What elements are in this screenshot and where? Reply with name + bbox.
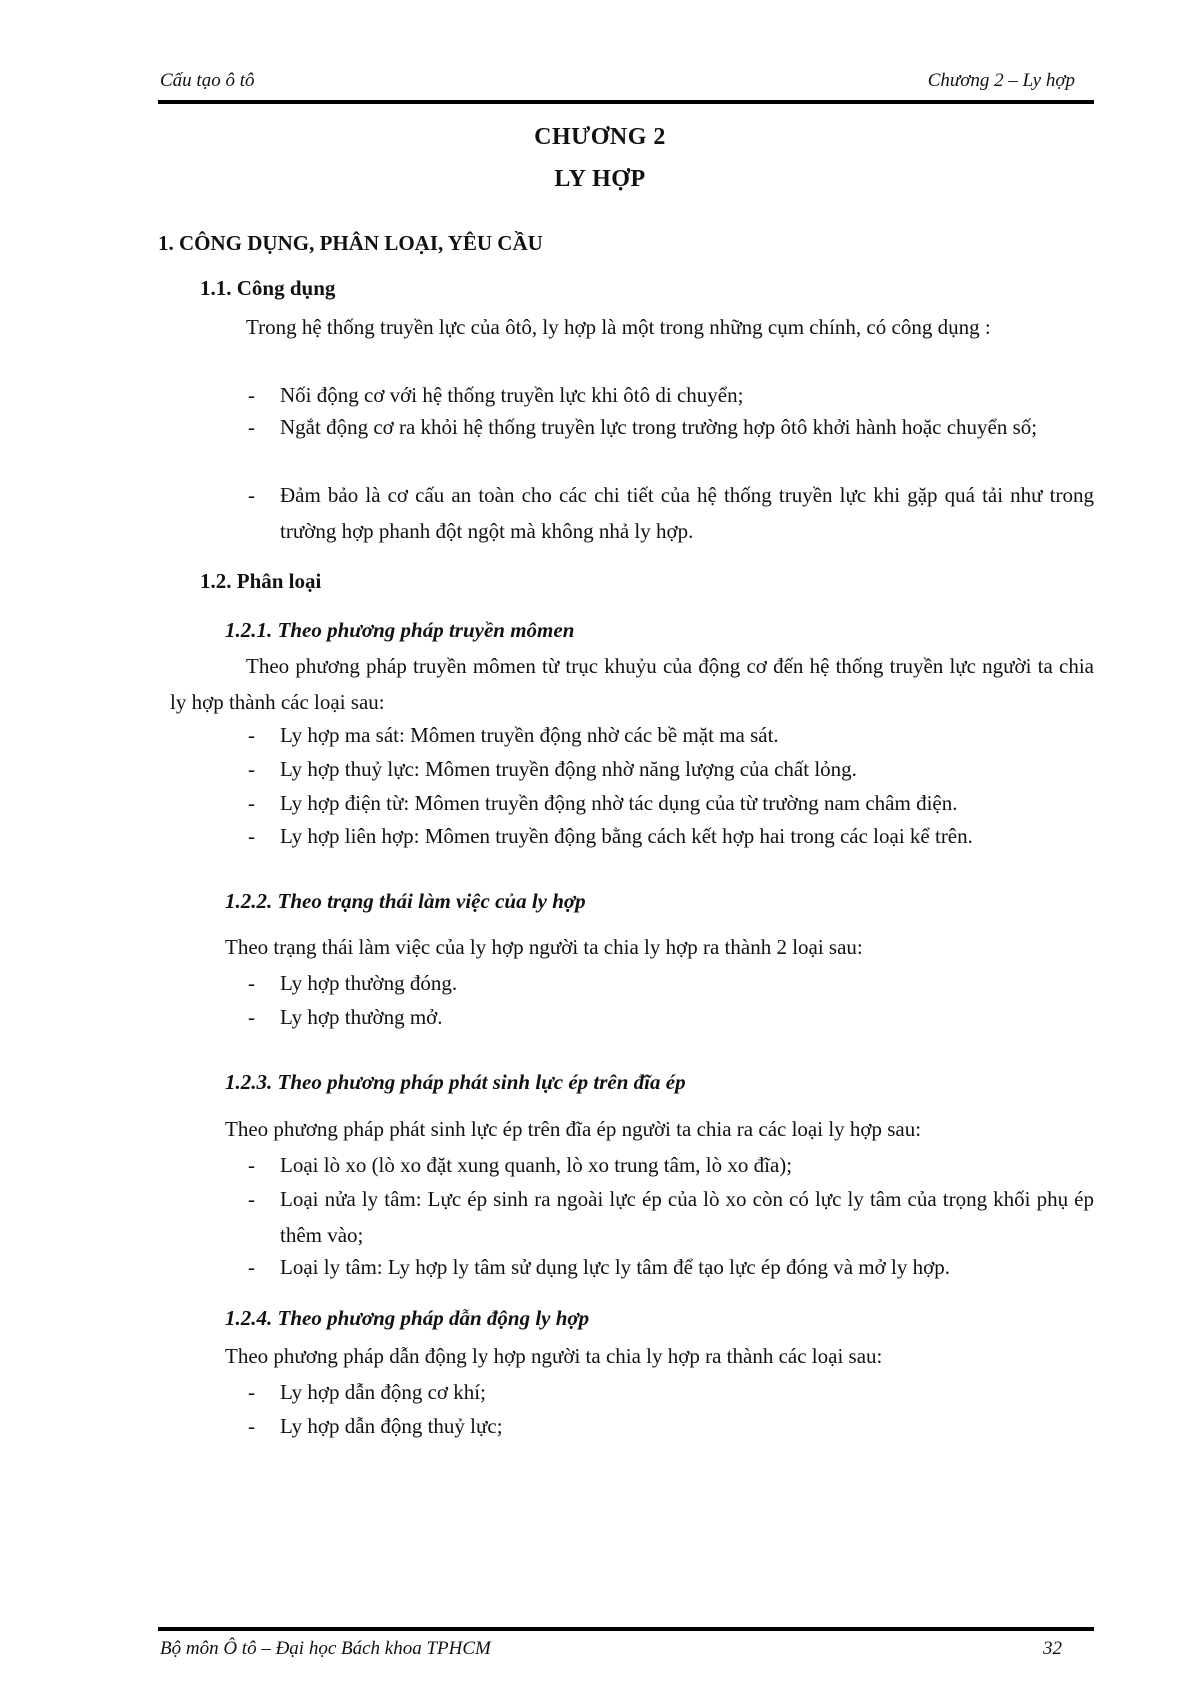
footer-department: Bộ môn Ô tô – Đại học Bách khoa TPHCM	[160, 1638, 491, 1659]
section-1-2-1-intro: Theo phương pháp truyền mômen từ trục khuỷu của động cơ đến hệ thống truyền lực người ta chia ly hợp thành các loại sau:	[170, 654, 1094, 714]
section-1-2-1-heading: 1.2.1. Theo phương pháp truyền mômen	[225, 618, 575, 642]
list-marker: -	[248, 483, 255, 507]
header-rule	[158, 100, 1094, 104]
chapter-title: LY HỢP	[554, 166, 646, 192]
list-marker: -	[248, 1005, 255, 1029]
list-marker: -	[248, 1414, 255, 1438]
section-1-2-2-intro: Theo trạng thái làm việc của ly hợp người ta chia ly hợp ra thành 2 loại sau:	[225, 935, 863, 959]
section-1-2-2-heading: 1.2.2. Theo trạng thái làm việc của ly hợp	[225, 889, 586, 913]
section-1-2-4-heading: 1.2.4. Theo phương pháp dẫn động ly hợp	[225, 1306, 590, 1330]
section-1-2-4-intro: Theo phương pháp dẫn động ly hợp người ta chia ly hợp ra thành các loại sau:	[225, 1344, 883, 1368]
list-marker: -	[248, 757, 255, 781]
section-1-2-3-intro: Theo phương pháp phát sinh lực ép trên đĩa ép người ta chia ra các loại ly hợp sau:	[225, 1117, 922, 1141]
section-1-heading: 1. CÔNG DỤNG, PHÂN LOẠI, YÊU CẦU	[158, 231, 543, 255]
page-header	[160, 70, 1090, 96]
list-marker: -	[248, 1255, 255, 1279]
list-marker: -	[248, 1153, 255, 1177]
page-number: 32	[1043, 1638, 1062, 1659]
list-marker: -	[248, 1187, 255, 1211]
list-marker: -	[248, 383, 255, 407]
list-marker: -	[248, 971, 255, 995]
list-marker: -	[248, 415, 255, 439]
header-book-title: Cấu tạo ô tô	[160, 70, 255, 91]
section-1-2-3-heading: 1.2.3. Theo phương pháp phát sinh lực ép trên đĩa ép	[225, 1070, 686, 1094]
section-1-1-heading: 1.1. Công dụng	[200, 276, 336, 300]
footer-rule	[158, 1627, 1094, 1631]
header-chapter-title: Chương 2 – Ly hợp	[927, 70, 1075, 91]
list-marker: -	[248, 1380, 255, 1404]
list-marker: -	[248, 824, 255, 848]
section-1-2-heading: 1.2. Phân loại	[200, 569, 322, 593]
list-marker: -	[248, 791, 255, 815]
chapter-number: CHƯƠNG 2	[534, 124, 666, 150]
list-marker: -	[248, 723, 255, 747]
section-1-1-intro: Trong hệ thống truyền lực của ôtô, ly hợp là một trong những cụm chính, có công dụng :	[246, 315, 991, 339]
